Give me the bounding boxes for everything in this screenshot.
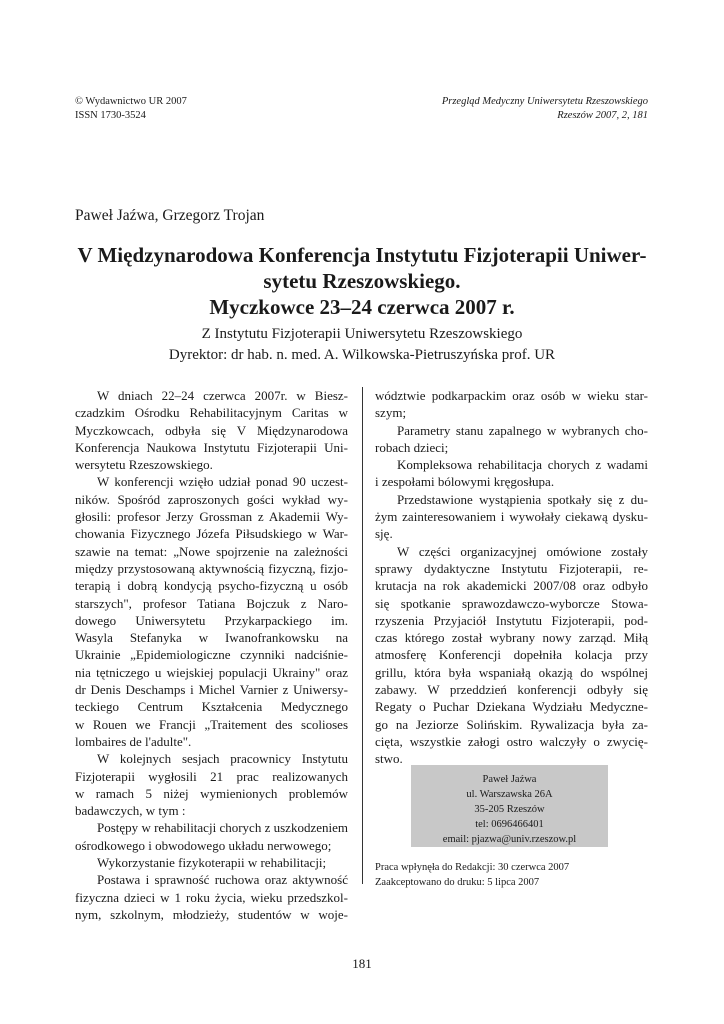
text-line: terapią i dobrą kondycją psycho-fizyczną u osób [75,578,348,594]
text-line: lombaires de l'adulte". [75,733,192,749]
text-line: wersytetu Rzeszowskiego. [75,457,213,473]
address-line: 35-205 Rzeszów [474,804,545,815]
header-copyright: © Wydawnictwo UR 2007 [75,96,187,107]
text-line: Fizjoterapii wygłosili 21 prac realizowanych [75,768,348,784]
text-line: rzyszenia Przyjaciół Instytutu Fizjoterapii, pod- [375,612,648,628]
text-line: badawczych, w tym : [75,803,186,819]
affiliation [70,324,654,366]
text-line: sprawy dydaktyczne Instytutu Fizjoterapii, re- [375,560,648,576]
text-line: szawie na temat: „Nowe spojrzenie na zależności [75,543,348,559]
text-line: Kompleksowa rehabilitacja chorych z wadami [397,457,648,473]
address-line: ul. Warszawska 26A [466,789,553,800]
text-line: głosili: profesor Jerzy Grossman z Akademii Wy- [75,509,348,525]
text-line: w ramach 5 niżej wymienionych problemów [75,785,348,801]
authors: Paweł Jaźwa, Grzegorz Trojan [75,207,265,224]
text-line: Postawa i sprawność ruchowa oraz aktywność [97,872,348,888]
text-line: Wykorzystanie fizykoterapii w rehabilitacji; [97,855,327,871]
article-title [70,242,654,320]
text-line: Wasyla Stefanyka w Iwanofrankowsku na [75,630,348,646]
title-line: sytetu Rzeszowskiego. [263,269,461,293]
text-line: teckiego Centrum Kształcenia Medycznego [75,699,348,715]
text-line: W konferencji wzięło udział ponad 90 uczest- [97,474,348,490]
header-publisher [75,95,187,123]
text-line: Regaty o Puchar Dziekana Wydziału Medyczne- [375,699,648,715]
header-journal-name: Przegląd Medyczny Uniwersytetu Rzeszowskiego [441,96,648,107]
text-line: dowego Uniwersytetu Przykarpackiego im. [75,612,348,628]
text-line: robach dzieci; [375,439,449,455]
text-line: nym, szkolnym, młodzieży, studentów w woje- [75,906,348,922]
address-line: Paweł Jaźwa [482,774,537,785]
header-issue: Rzeszów 2007, 2, 181 [557,110,648,121]
text-line: w Rouen we Francji „Traitement des scolioses [75,716,348,732]
page-number: 181 [352,956,372,971]
header-journal [442,95,648,123]
text-line: między przystosowaną aktywnością fizyczną, fizjo- [75,560,348,576]
affiliation-line: Dyrektor: dr hab. n. med. A. Wilkowska-Pietruszyńska prof. UR [168,347,556,363]
text-line: czas którego został wybrany nowy zarząd. Miłą [375,630,648,646]
title-line: Myczkowce 23–24 czerwca 2007 r. [209,295,515,319]
text-line: grillu, która była wspaniałą okazją do wspólnej [375,664,648,680]
affiliation-line: Z Instytutu Fizjoterapii Uniwersytetu Rzeszowskiego [201,326,523,342]
text-line: chowania Fizycznego Józefa Piłsudskiego w War- [75,526,348,542]
text-line: stwo. [375,751,403,767]
text-line: krutacja na rok akademicki 2007/08 oraz odbyło [375,578,648,594]
text-line: W części organizacyjnej omówione zostały [397,543,648,559]
text-line: ośrodkowego i obwodowego układu nerwowego; [75,837,332,853]
header-issn: ISSN 1730-3524 [75,110,146,121]
address-email[interactable]: email: pjazwa@univ.rzeszow.pl [442,834,577,845]
submission-dates [375,860,569,890]
text-line: fizyczna dzieci w 1 roku życia, wieku przedszkol- [75,889,348,905]
text-line: czadzkim Ośrodku Rehabilitacyjnym Caritas w [75,405,348,421]
text-line: sję. [375,526,393,542]
text-line: nia tętniczego u wiejskiej populacji Ukrainy" oraz [75,664,348,680]
text-line: Przedstawione wystąpienia spotkały się z du- [397,491,648,507]
text-line: Myczkowcach, odbyła się V Międzynarodowa [75,422,348,438]
text-line: szym; [375,405,407,421]
text-line: W kolejnych sesjach pracownicy Instytutu [97,751,348,767]
text-line: wództwie podkarpackim oraz osób w wieku star- [375,388,648,403]
text-line: ników. Spośród zaproszonych gości wykład wy- [75,491,348,507]
text-line: go na Jeziorze Solińskim. Rywalizacja była za- [375,716,648,732]
text-line: Postępy w rehabilitacji chorych z uszkodzeniem [97,820,348,836]
title-line: V Międzynarodowa Konferencja Instytutu Fizjoterapii Uniwer- [77,243,647,267]
column-divider [362,387,363,884]
accepted-date: Zaakceptowano do druku: 5 lipca 2007 [375,877,540,888]
text-line: cięta, wszystkie załogi ostro walczyły o zwycię- [375,733,648,749]
text-line: żym zainteresowaniem i wywołały ciekawą dysku- [375,509,648,525]
text-line: Parametry stanu zapalnego w wybranych cho- [397,422,648,438]
text-line: Konferencja Naukowa Instytutu Fizjoterapii Uni- [75,439,348,455]
received-date: Praca wpłynęła do Redakcji: 30 czerwca 2007 [375,862,570,873]
text-line: i zespołami bólowymi kręgosłupa. [375,474,555,490]
text-line: dr Denis Deschamps i Michel Varnier z Uniwersy- [75,682,348,698]
address-line: tel: 0696466401 [475,819,544,830]
text-line: się spotkanie sprawozdawczo-wyborcze Stowa- [375,595,648,611]
text-line: Ukrainie „Epidemiologiczne czynniki nadciśnie- [75,647,348,663]
body-column-right [375,387,648,768]
body-column-left [75,387,348,923]
correspondence-address-box [411,765,608,847]
text-line: zabawy. W przeddzień konferencji odbyły się [375,682,648,698]
text-line: W dniach 22–24 czerwca 2007r. w Biesz- [97,388,348,403]
text-line: atmosferę Konferencji dopełniła kolacja przy [375,647,648,663]
text-line: starszych", profesor Tatiana Bojczuk z Naro- [75,595,348,611]
